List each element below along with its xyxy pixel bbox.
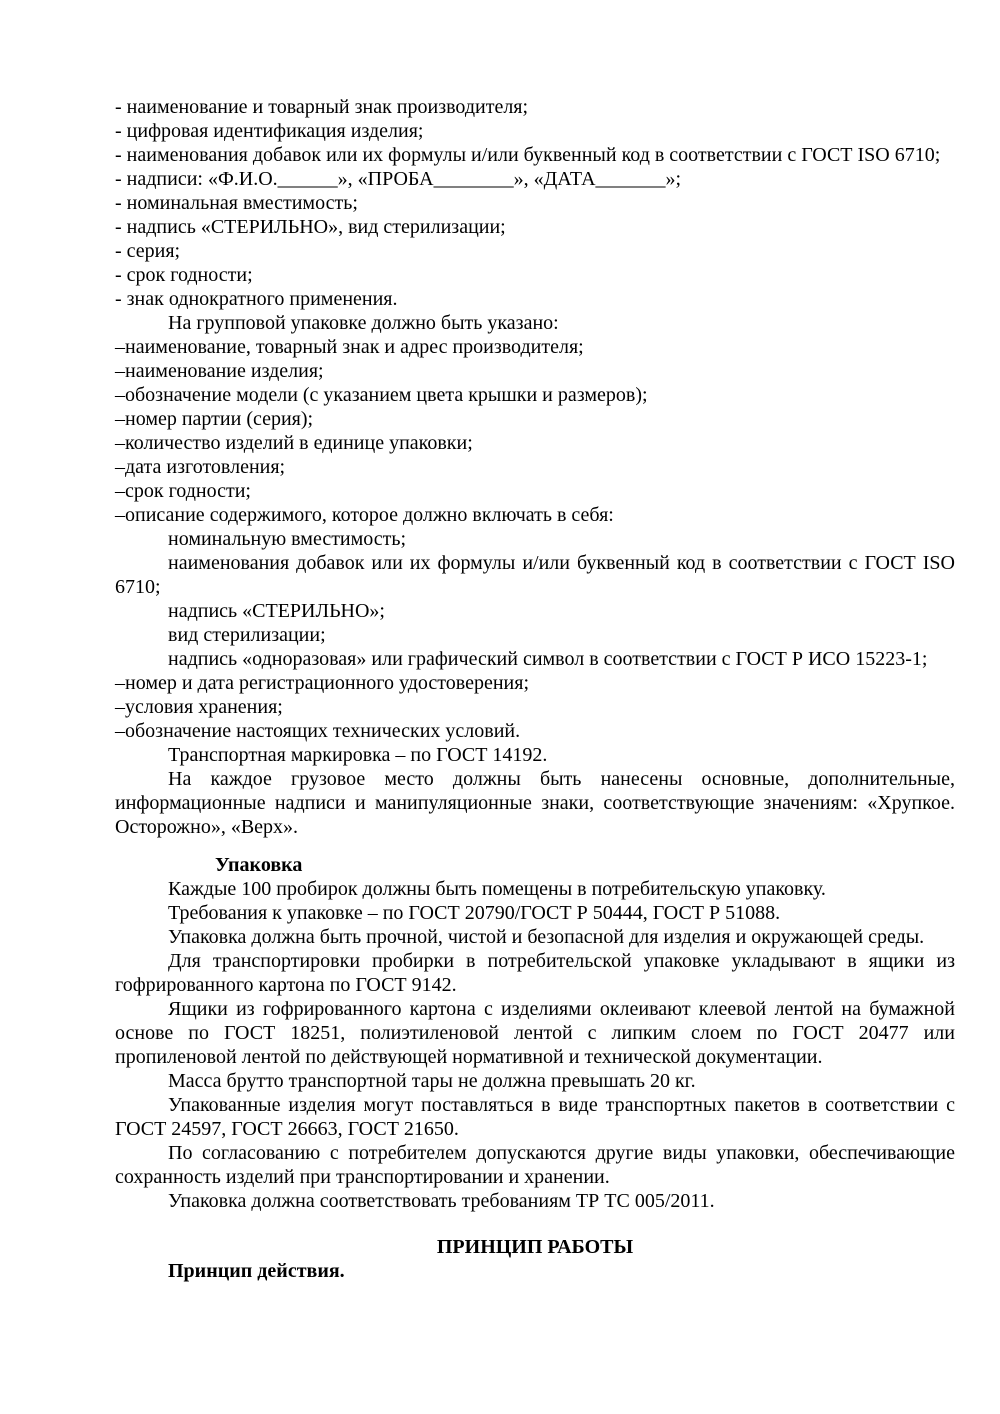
marking-consumer-item: - срок годности; <box>115 264 253 286</box>
group-marking-item: –обозначение настоящих технических условий. <box>115 720 521 742</box>
packaging-paragraph: Для транспортировки пробирки в потребительской упаковке укладывают в ящики из гофрированного картона по ГОСТ 9142. <box>115 950 955 996</box>
content-description-item: надпись «СТЕРИЛЬНО»; <box>168 600 385 622</box>
content-description-item: наименования добавок или их формулы и/или буквенный код в соответствии с ГОСТ ISO 6710; <box>115 552 955 598</box>
packaging-paragraph: Упакованные изделия могут поставляться в виде транспортных пакетов в соответствии с ГОСТ 24597, ГОСТ 26663, ГОСТ 21650. <box>115 1094 955 1140</box>
marking-consumer-item: - знак однократного применения. <box>115 288 398 310</box>
marking-consumer-item: - цифровая идентификация изделия; <box>115 120 424 142</box>
group-marking-item: –условия хранения; <box>115 696 283 718</box>
transport-marking-paragraph: Транспортная маркировка – по ГОСТ 14192. <box>168 744 548 766</box>
content-description-item: надпись «одноразовая» или графический символ в соответствии с ГОСТ Р ИСО 15223-1; <box>168 648 928 670</box>
packaging-paragraph: Упаковка должна соответствовать требованиям ТР ТС 005/2011. <box>168 1190 715 1212</box>
packaging-paragraph: Каждые 100 пробирок должны быть помещены в потребительскую упаковку. <box>168 878 826 900</box>
group-marking-item: –номер и дата регистрационного удостоверения; <box>115 672 530 694</box>
packaging-paragraph: Требования к упаковке – по ГОСТ 20790/ГОСТ Р 50444, ГОСТ Р 51088. <box>168 902 781 924</box>
principle-section-heading: ПРИНЦИП РАБОТЫ <box>436 1236 634 1258</box>
content-description-item: номинальную вместимость; <box>168 528 407 550</box>
packaging-paragraph: По согласованию с потребителем допускаются другие виды упаковки, обеспечивающие сохранность изделий при транспортировании и хранении. <box>115 1142 955 1188</box>
marking-consumer-item: - наименования добавок или их формулы и/или буквенный код в соответствии с ГОСТ ISO 6710; <box>115 144 941 166</box>
packaging-section-heading: Упаковка <box>215 854 303 876</box>
group-marking-intro: На групповой упаковке должно быть указано: <box>168 312 559 334</box>
packaging-paragraph: Ящики из гофрированного картона с изделиями оклеивают клеевой лентой на бумажной основе по ГОСТ 18251, полиэтиленовой лентой с липким слоем по ГОСТ 20477 или пропиленовой лентой по действующей нормативной и технической документации. <box>115 998 955 1068</box>
marking-consumer-item: - надписи: «Ф.И.О.______», «ПРОБА________», «ДАТА_______»; <box>115 168 682 190</box>
marking-consumer-item: - надпись «СТЕРИЛЬНО», вид стерилизации; <box>115 216 506 238</box>
group-marking-item: –номер партии (серия); <box>115 408 314 430</box>
group-marking-item: –обозначение модели (с указанием цвета крышки и размеров); <box>115 384 648 406</box>
cargo-marking-paragraph: На каждое грузовое место должны быть нанесены основные, дополнительные, информационные надписи и манипуляционные знаки, соответствующие значениям: «Хрупкое. Осторожно», «Верх». <box>115 768 955 838</box>
group-marking-item: –срок годности; <box>115 480 251 502</box>
group-marking-item: –дата изготовления; <box>115 456 286 478</box>
packaging-paragraph: Масса брутто транспортной тары не должна превышать 20 кг. <box>168 1070 696 1092</box>
principle-subheading: Принцип действия. <box>168 1260 345 1282</box>
content-description-item: вид стерилизации; <box>168 624 326 646</box>
group-marking-item: –наименование изделия; <box>115 360 324 382</box>
group-marking-item: –количество изделий в единице упаковки; <box>115 432 473 454</box>
group-marking-item: –наименование, товарный знак и адрес производителя; <box>115 336 584 358</box>
marking-consumer-item: - серия; <box>115 240 181 262</box>
group-marking-item: –описание содержимого, которое должно включать в себя: <box>115 504 614 526</box>
marking-consumer-item: - наименование и товарный знак производителя; <box>115 96 529 118</box>
marking-consumer-item: - номинальная вместимость; <box>115 192 358 214</box>
packaging-paragraph: Упаковка должна быть прочной, чистой и безопасной для изделия и окружающей среды. <box>168 926 925 948</box>
